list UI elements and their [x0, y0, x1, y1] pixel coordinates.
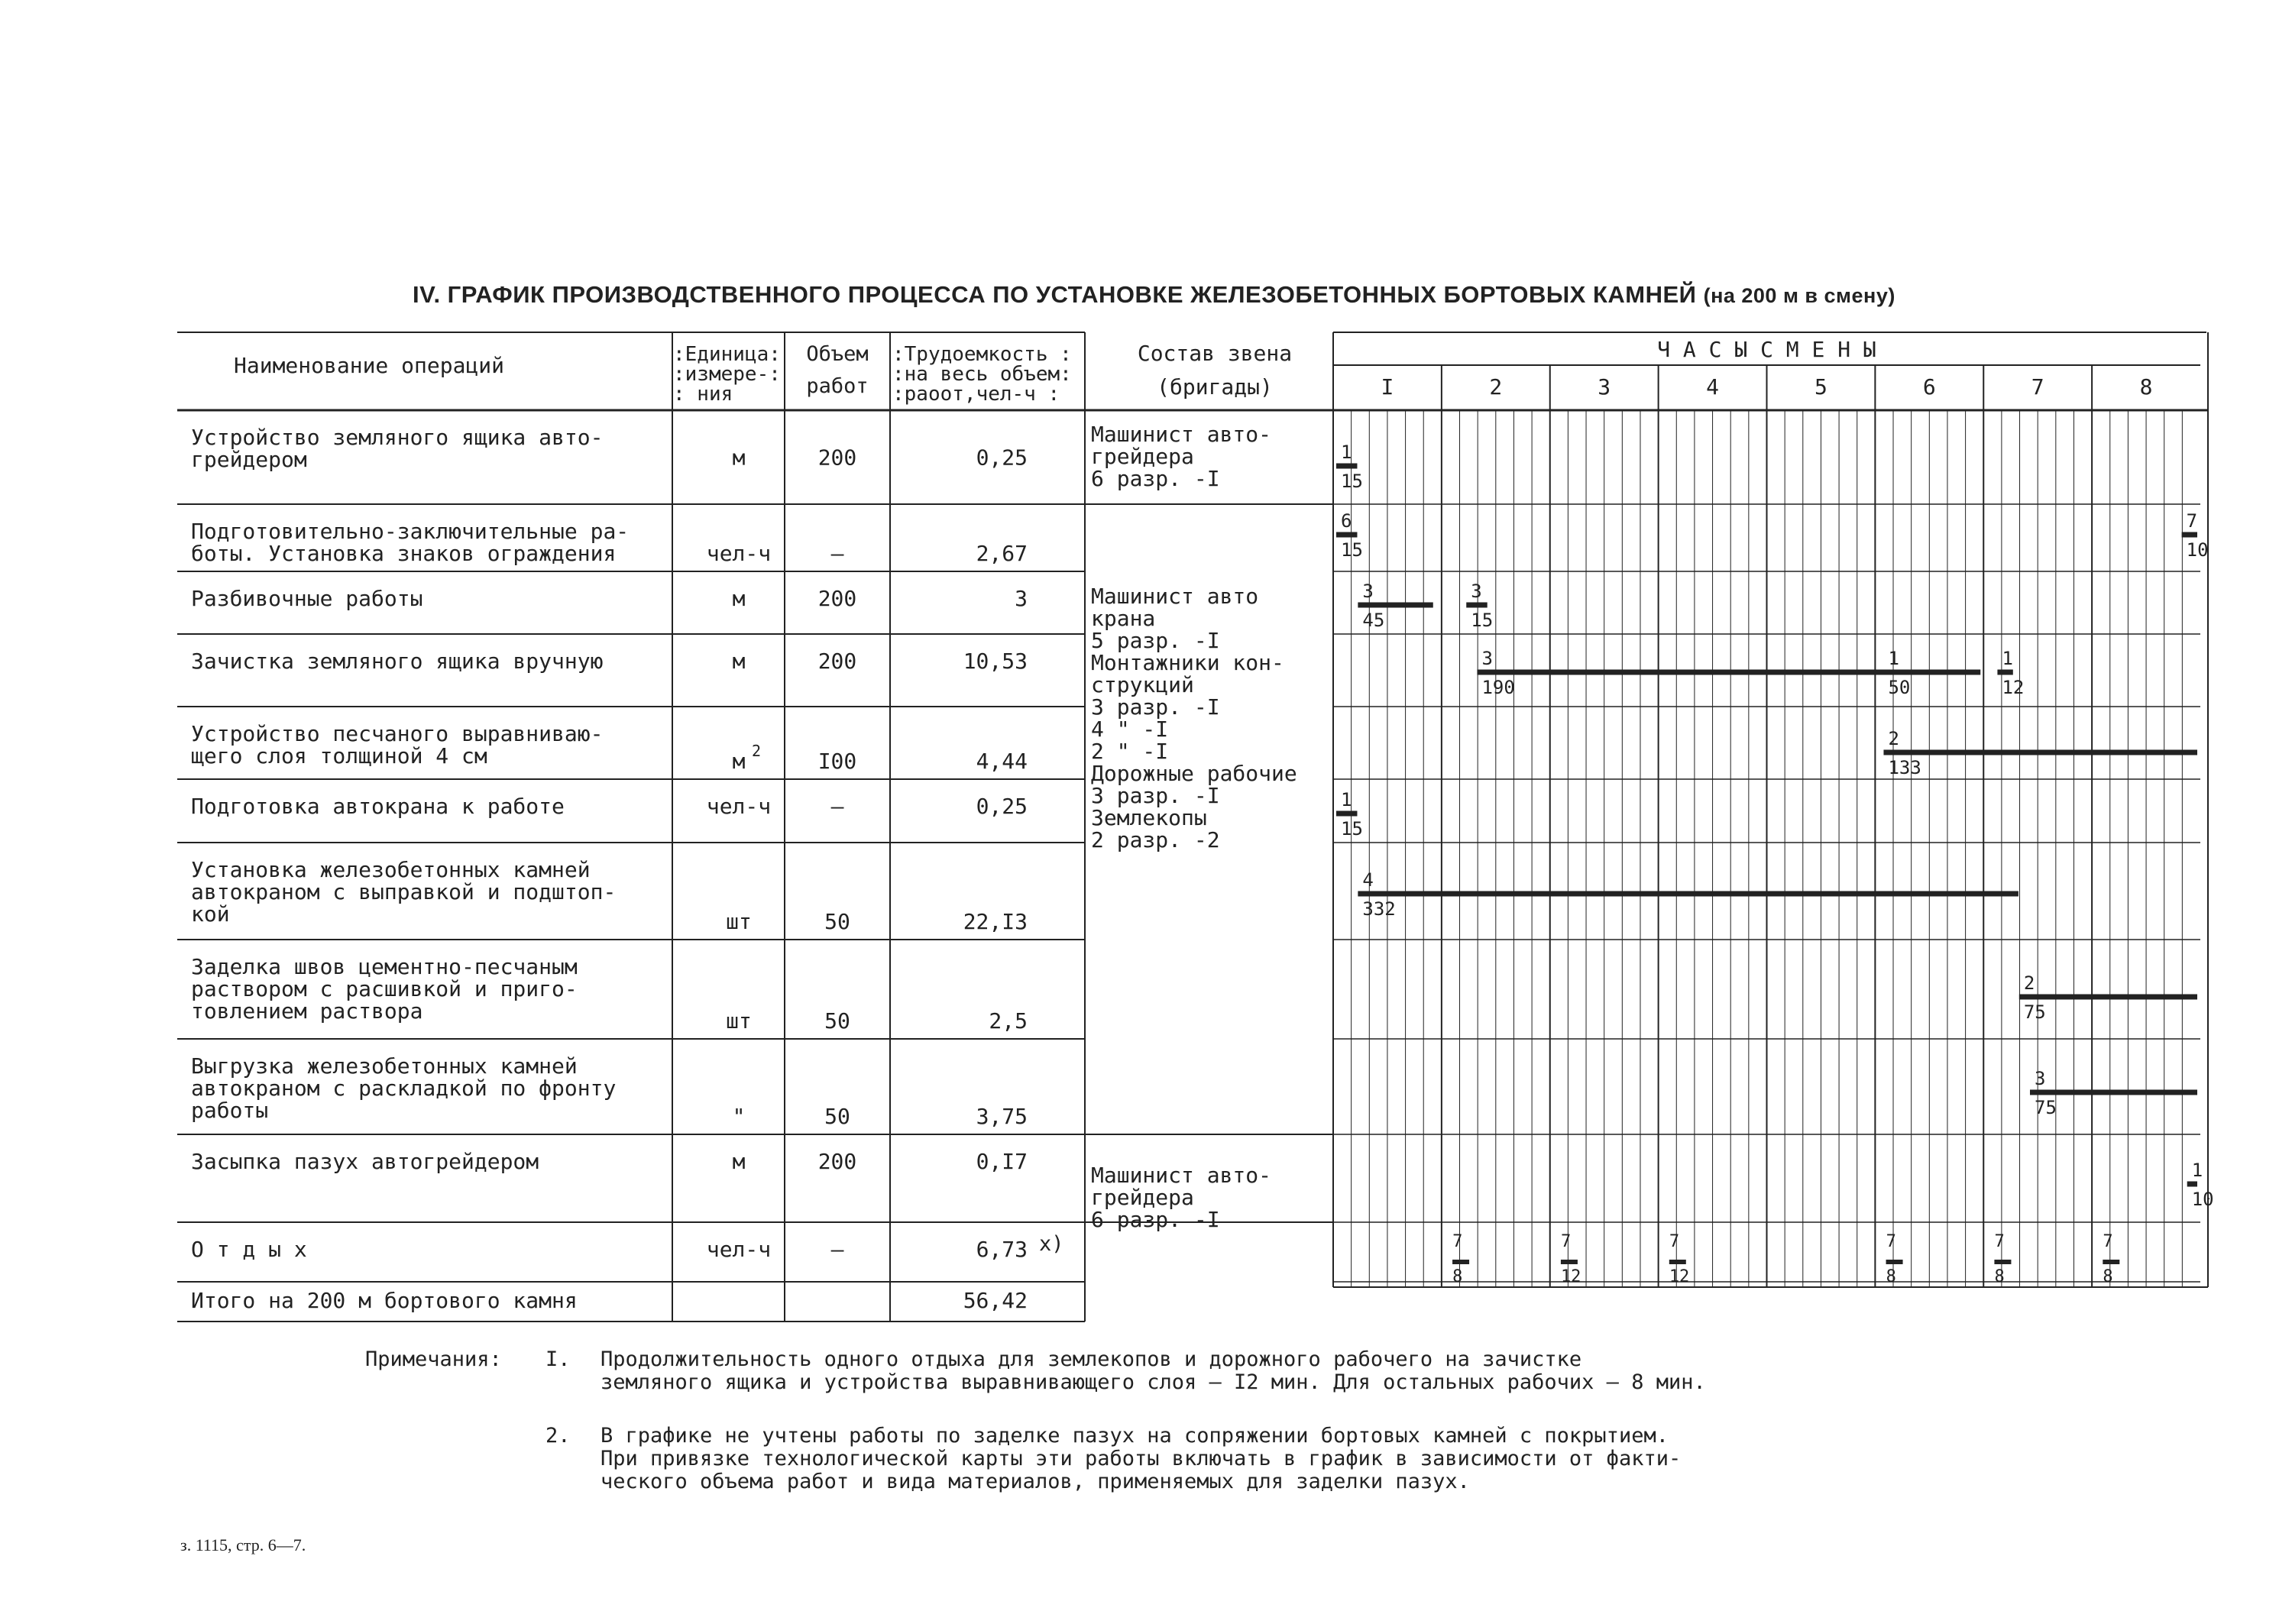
crew-text: крана: [1091, 606, 1156, 631]
hours-header: Ч А С Ы С М Е Н Ы: [1657, 337, 1876, 362]
crew-header: (бригады): [1157, 374, 1273, 400]
note-number: I.: [545, 1347, 571, 1371]
labor-value: 22,I3: [963, 909, 1028, 934]
crew-text: 4 " -I: [1091, 717, 1169, 742]
operation-name: Разбивочные работы: [191, 586, 423, 611]
labor-value: 10,53: [963, 649, 1028, 674]
hour-number: 3: [1598, 374, 1611, 400]
bar-workers-label: 3: [1362, 581, 1374, 602]
bar-workers-label: 6: [1341, 510, 1352, 532]
operation-name: кой: [191, 901, 230, 927]
operation-name: Устройство земляного ящика авто-: [191, 425, 604, 450]
crew-text: 2 " -I: [1091, 739, 1169, 764]
unit-value: м: [732, 1149, 746, 1174]
bar-minutes-label: 190: [1481, 677, 1515, 698]
operation-name: Заделка швов цементно-песчаным: [191, 954, 578, 979]
operation-name: Устройство песчаного выравниваю-: [191, 721, 604, 746]
crew-text: грейдера: [1091, 1185, 1194, 1210]
bar-workers-label: 1: [2191, 1160, 2203, 1181]
title-sub: (на 200 м в смену): [1703, 284, 1895, 307]
volume-value: –: [830, 1237, 844, 1262]
labor-header: :Трудоемкость :: [892, 343, 1072, 366]
hour-number: 4: [1706, 374, 1719, 400]
hour-number: I: [1381, 374, 1394, 400]
crew-text: Дорожные рабочие: [1091, 761, 1297, 786]
operation-name: работы: [191, 1098, 269, 1123]
bar-workers-label: 1: [2002, 648, 2013, 669]
operation-name: грейдером: [191, 447, 307, 472]
rest-minutes-label: 8: [1886, 1267, 1896, 1286]
rest-workers-label: 7: [1886, 1232, 1896, 1251]
page-footer: з. 1115, стр. 6—7.: [180, 1535, 306, 1554]
operation-name: Подготовительно-заключительные ра-: [191, 519, 630, 544]
rest-minutes-label: 8: [2103, 1267, 2113, 1286]
labor-value: 0,25: [976, 794, 1028, 819]
title-main: IV. ГРАФИК ПРОИЗВОДСТВЕННОГО ПРОЦЕССА ПО УСТАНОВКЕ ЖЕЛЕЗОБЕТОННЫХ БОРТОВЫХ КАМНЕЙ: [413, 281, 1697, 308]
unit-superscript: 2: [751, 742, 762, 760]
bar-minutes-label: 15: [1341, 818, 1363, 839]
crew-text: Монтажники кон-: [1091, 650, 1284, 675]
unit-value: чел-ч: [706, 1237, 772, 1262]
hour-number: 5: [1814, 374, 1827, 400]
unit-header: : ния: [673, 383, 733, 406]
bar-minutes-label: 12: [2002, 677, 2025, 698]
unit-value: шт: [726, 909, 752, 934]
labor-value: 2,5: [989, 1008, 1028, 1034]
volume-header: Объем: [806, 342, 869, 366]
volume-value: 200: [817, 586, 857, 611]
volume-value: –: [830, 541, 844, 566]
total-labor: 56,42: [963, 1288, 1028, 1313]
bar-minutes-label: 133: [1888, 757, 1921, 778]
crew-text: 5 разр. -I: [1091, 628, 1220, 653]
crew-text: Машинист авто-: [1091, 1163, 1272, 1188]
crew-text: 6 разр. -I: [1091, 1207, 1220, 1232]
bar-workers-label: 1: [1888, 648, 1899, 669]
crew-header: Состав звена: [1137, 341, 1293, 366]
bar-workers-label: 1: [1341, 442, 1352, 463]
operation-name: Засыпка пазух автогрейдером: [191, 1149, 539, 1174]
unit-value: чел-ч: [706, 541, 772, 566]
volume-value: 200: [817, 445, 857, 471]
labor-value: 3,75: [976, 1104, 1028, 1129]
bar-minutes-label: 75: [2035, 1097, 2057, 1118]
hour-number: 2: [1489, 374, 1503, 400]
rest-workers-label: 7: [1452, 1232, 1463, 1251]
operation-name: Подготовка автокрана к работе: [191, 794, 565, 819]
labor-value: 3: [1015, 586, 1028, 611]
rest-workers-label: 7: [2103, 1232, 2113, 1251]
bar-minutes-label: 332: [1362, 898, 1396, 920]
labor-header: :на весь объем:: [892, 363, 1072, 386]
hour-number: 8: [2139, 374, 2153, 400]
bar-workers-label: 7: [2186, 510, 2198, 532]
hour-number: 6: [1922, 374, 1936, 400]
rest-workers-label: 7: [1669, 1232, 1680, 1251]
labor-footnote-mark: х): [1039, 1232, 1064, 1256]
labor-value: 0,25: [976, 445, 1028, 471]
bar-workers-label: 3: [2035, 1068, 2046, 1089]
volume-value: –: [830, 794, 844, 819]
volume-value: I00: [817, 749, 857, 774]
unit-value: ": [732, 1104, 746, 1129]
crew-text: 3 разр. -I: [1091, 694, 1220, 720]
bar-minutes-label: 10: [2191, 1189, 2214, 1210]
unit-value: м: [732, 586, 746, 611]
rest-minutes-label: 12: [1560, 1267, 1581, 1286]
crew-text: Машинист авто-: [1091, 422, 1272, 447]
rest-minutes-label: 8: [1452, 1267, 1463, 1286]
bar-minutes-label: 15: [1341, 471, 1363, 492]
operation-name: товлением раствора: [191, 998, 423, 1024]
labor-value: 0,I7: [976, 1149, 1028, 1174]
bar-minutes-label: 50: [1888, 677, 1911, 698]
labor-header: :раоот,чел-ч :: [892, 383, 1060, 406]
labor-value: 6,73: [976, 1237, 1028, 1262]
operation-name: Зачистка земляного ящика вручную: [191, 649, 604, 674]
unit-value: м: [732, 749, 746, 774]
total-label: Итого на 200 м бортового камня: [191, 1288, 578, 1313]
rest-minutes-label: 12: [1669, 1267, 1690, 1286]
bar-workers-label: 1: [1341, 789, 1352, 810]
volume-value: 200: [817, 1149, 857, 1174]
bar-workers-label: 3: [1481, 648, 1493, 669]
volume-value: 50: [824, 1008, 850, 1034]
bar-workers-label: 2: [2023, 972, 2035, 994]
crew-text: 3 разр. -I: [1091, 783, 1220, 808]
note-text: В графике не учтены работы по заделке пазух на сопряжении бортовых камней с покрытием. При привязке технологической карты эти работы включать в график в зависимости от факти- ческого объема работ и вида материалов, применяемых для заделки пазух.: [601, 1424, 1682, 1493]
operation-name: О т д ы х: [191, 1237, 307, 1262]
bar-minutes-label: 15: [1341, 539, 1363, 561]
unit-value: чел-ч: [706, 794, 772, 819]
unit-header: :Единица:: [673, 343, 781, 366]
bar-minutes-label: 75: [2023, 1001, 2046, 1023]
volume-value: 200: [817, 649, 857, 674]
notes-lead: Примечания:: [365, 1347, 502, 1371]
bar-minutes-label: 15: [1471, 610, 1494, 631]
unit-value: шт: [726, 1008, 752, 1034]
bar-minutes-label: 45: [1362, 610, 1385, 631]
crew-text: Землекопы: [1091, 805, 1207, 830]
crew-text: струкций: [1091, 672, 1194, 697]
rest-workers-label: 7: [1560, 1232, 1572, 1251]
bar-workers-label: 4: [1362, 869, 1374, 891]
operation-name: щего слоя толщиной 4 см: [191, 743, 487, 768]
operation-name: Выгрузка железобетонных камней: [191, 1053, 578, 1079]
crew-text: Машинист авто: [1091, 584, 1259, 609]
operation-name: Установка железобетонных камней: [191, 857, 591, 882]
note-text: Продолжительность одного отдыха для землекопов и дорожного рабочего на зачистке земляного ящика и устройства выравнивающего слоя – I2 мин. Для остальных рабочих – 8 мин.: [601, 1347, 1706, 1394]
crew-text: 6 разр. -I: [1091, 466, 1220, 491]
bar-minutes-label: 10: [2186, 539, 2209, 561]
unit-value: м: [732, 445, 746, 471]
note-number: 2.: [545, 1424, 571, 1448]
operation-name: автокраном с выправкой и подштоп-: [191, 879, 617, 904]
labor-value: 4,44: [976, 749, 1028, 774]
volume-value: 50: [824, 909, 850, 934]
crew-text: грейдера: [1091, 444, 1194, 469]
operation-name: автокраном с раскладкой по фронту: [191, 1076, 617, 1101]
volume-header: работ: [806, 374, 869, 398]
bar-workers-label: 3: [1471, 581, 1482, 602]
labor-value: 2,67: [976, 541, 1028, 566]
crew-text: 2 разр. -2: [1091, 827, 1220, 852]
unit-header: :измере-:: [673, 363, 781, 386]
rest-minutes-label: 8: [1994, 1267, 2005, 1286]
hour-number: 7: [2031, 374, 2044, 400]
operation-name: раствором с расшивкой и приго-: [191, 976, 578, 1001]
operation-header: Наименование операций: [234, 353, 505, 378]
bar-workers-label: 2: [1888, 728, 1899, 749]
unit-value: м: [732, 649, 746, 674]
volume-value: 50: [824, 1104, 850, 1129]
operation-name: боты. Установка знаков ограждения: [191, 541, 617, 566]
rest-workers-label: 7: [1994, 1232, 2005, 1251]
